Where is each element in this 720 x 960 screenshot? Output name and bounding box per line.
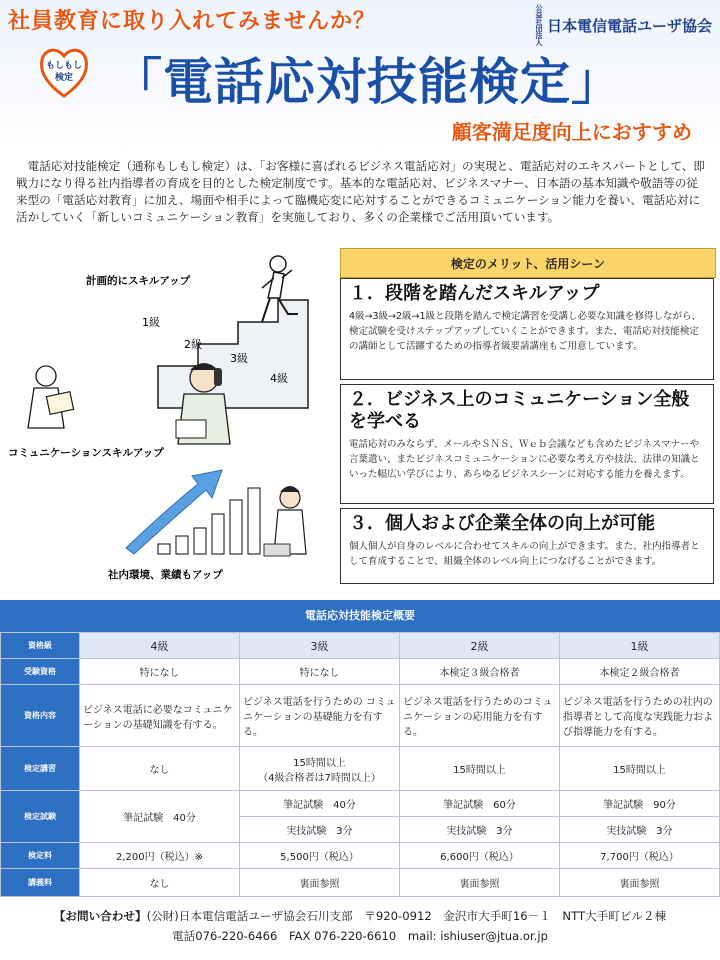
fee-cell: 5,500円（税込）: [240, 843, 400, 869]
row-head-lecture-fee: 講義料: [1, 869, 80, 897]
table-row-lecture-fee: [1, 869, 720, 897]
lecture-line: （4級合格者は7時間以上）: [258, 772, 381, 784]
eligibility-cell: 特になし: [80, 659, 240, 685]
intro-paragraph: 電話応対技能検定（通称もしもし検定）は、「お客様に喜ばれるビジネス電話応対」の実現と、電話応対のエキスパートとして、即戦力になり得る社内指導者の育成を目的とした検定制度です。基本的な電話応対、ビジネスマナー、日本語の基本知識や敬語等の従来型の「電話応対教育」に加え、場面や相手によって臨機応変に応対することができるコミュニケーション能力を養い、電話応対に活かしていく「新しいコミュニケーション教育」を実施しており、多くの企業様でご活用頂いています。: [16, 159, 706, 224]
contact-footer: [0, 906, 720, 946]
presenter-person-icon: [264, 486, 306, 556]
exam-cell: 筆記試験 40分: [240, 791, 400, 817]
exam-cell: 筆記試験 40分: [80, 791, 240, 843]
table-row-grade: [1, 633, 720, 659]
merit-1-body: 4級→3級→2級→1級と段階を踏んで検定講習を受講し必要な知識を修得しながら、検定試験を受けステップアップしていくことができます。また、電話応対技能検定の講師として活躍するための指導者級要請講座もご用意しています。: [349, 311, 702, 352]
row-head-fee: 検定料: [1, 843, 80, 869]
organization-name: [535, 4, 712, 46]
logo-text-bottom: 検定: [54, 73, 74, 83]
row-head-grade: 資格級: [1, 633, 80, 659]
level-2-label: 2級: [184, 338, 202, 351]
lecture-cell: なし: [80, 747, 240, 791]
reading-person-icon: [28, 366, 74, 428]
content-cell: ビジネス電話に必要なコミュニケーションの基礎知識を有する。: [80, 685, 240, 747]
level-4-label: 4級: [270, 372, 288, 385]
lecture-fee-cell: 裏面参照: [400, 869, 560, 897]
merit-card-2: [340, 384, 714, 504]
eligibility-cell: 特になし: [240, 659, 400, 685]
exam-cell: 実技試験 3分: [240, 817, 400, 843]
exam-cell: 実技試験 3分: [400, 817, 560, 843]
merit-card-1: [340, 278, 714, 380]
moshimoshi-logo: [38, 44, 90, 100]
illustration: [8, 248, 334, 584]
merit-2-body: 電話応対のみならず、メールやＳＮＳ、Ｗｅｂ会議なども含めたビジネスマナーや言葉遣い、またビジネスコミュニケーションに必要な考え方や技法、法律の知識といった幅広い学びにより、あらゆるビジネスシーンに対応する能力を養えます。: [349, 439, 700, 480]
exam-cell: 実技試験 3分: [560, 817, 720, 843]
contact-line-1: [0, 906, 720, 926]
growth-chart-icon: [126, 470, 260, 554]
merits-heading: 検定のメリット、活用シーン: [340, 248, 716, 278]
fee-cell: 7,700円（税込）: [560, 843, 720, 869]
merit-2-title: ２．ビジネス上のコミュニケーション全般を学べる: [349, 389, 690, 432]
merit-3-title: ３．個人および企業全体の向上が可能: [349, 513, 655, 534]
contact-address: (公財)日本電信電話ユーザ協会石川支部 〒920-0912 金沢市大手町16－１ NTT大手町ビル２棟: [146, 909, 667, 923]
communication-label: コミュニケーションスキルアップ: [8, 447, 164, 459]
grade-cell: 2級: [400, 633, 560, 659]
merit-1-title: １．段階を踏んだスキルアップ: [349, 283, 600, 304]
exam-cell: 筆記試験 90分: [560, 791, 720, 817]
page-title: 「電話応対技能検定」: [112, 53, 622, 111]
merit-3-body: 個人個人が自身のレベルに合わせてスキルの向上ができます。また、社内指導者として育成することで、組織全体のレベル向上につなげることができます。: [349, 541, 700, 567]
logo-text-top: もしもし: [45, 61, 83, 71]
row-head-eligibility: 受験資格: [1, 659, 80, 685]
fee-cell: 2,200円（税込）※: [80, 843, 240, 869]
row-head-exam: 検定試験: [1, 791, 80, 843]
table-row-lecture: [1, 747, 720, 791]
eligibility-cell: 本検定３級合格者: [400, 659, 560, 685]
page-subtitle: 顧客満足度向上におすすめ: [451, 120, 692, 144]
content-cell: ビジネス電話を行うための コミュニケーションの基礎能力を有する。: [240, 685, 400, 747]
content-cell: ビジネス電話を行うためのコミュニケーションの応用能力を有する。: [400, 685, 560, 747]
lecture-line: 15時間以上: [293, 757, 346, 769]
level-3-label: 3級: [230, 352, 248, 365]
table-row-fee: [1, 843, 720, 869]
row-head-content: 資格内容: [1, 685, 80, 747]
level-1-label: 1級: [142, 316, 160, 329]
lecture-cell: [240, 747, 400, 791]
lecture-cell: 15時間以上: [560, 747, 720, 791]
phone-icon: [214, 368, 222, 386]
org-prefix: 公益社団法人: [534, 4, 543, 46]
lecture-fee-cell: 裏面参照: [240, 869, 400, 897]
tagline: 社員教育に取り入れてみませんか？: [8, 9, 377, 34]
growth-label: 社内環境、業績もアップ: [108, 569, 223, 581]
fee-cell: 6,600円（税込）: [400, 843, 560, 869]
row-head-lecture: 検定講習: [1, 747, 80, 791]
table-title: 電話応対技能検定概要: [0, 600, 720, 632]
org-name: 日本電信電話ユーザ協会: [546, 16, 712, 35]
exam-cell: 筆記試験 60分: [400, 791, 560, 817]
contact-line-2: 電話076-220-6466 FAX 076-220-6610 mail: ishiuser@jtua.or.jp: [172, 929, 548, 943]
contact-label: 【お問い合わせ】: [53, 909, 147, 923]
overview-table: [0, 632, 720, 897]
table-row-content: [1, 685, 720, 747]
table-row-eligibility: [1, 659, 720, 685]
stairs-label: 計画的にスキルアップ: [86, 275, 191, 287]
eligibility-cell: 本検定２級合格者: [560, 659, 720, 685]
table-row-exam-written: [1, 791, 720, 817]
grade-cell: 4級: [80, 633, 240, 659]
content-cell: ビジネス電話を行うための社内の指導者として高度な実践能力および指導能力を有する。: [560, 685, 720, 747]
lecture-fee-cell: 裏面参照: [560, 869, 720, 897]
lecture-cell: 15時間以上: [400, 747, 560, 791]
grade-cell: 1級: [560, 633, 720, 659]
grade-cell: 3級: [240, 633, 400, 659]
overview-table-section: [0, 600, 720, 897]
lecture-fee-cell: なし: [80, 869, 240, 897]
merit-card-3: [340, 508, 714, 584]
